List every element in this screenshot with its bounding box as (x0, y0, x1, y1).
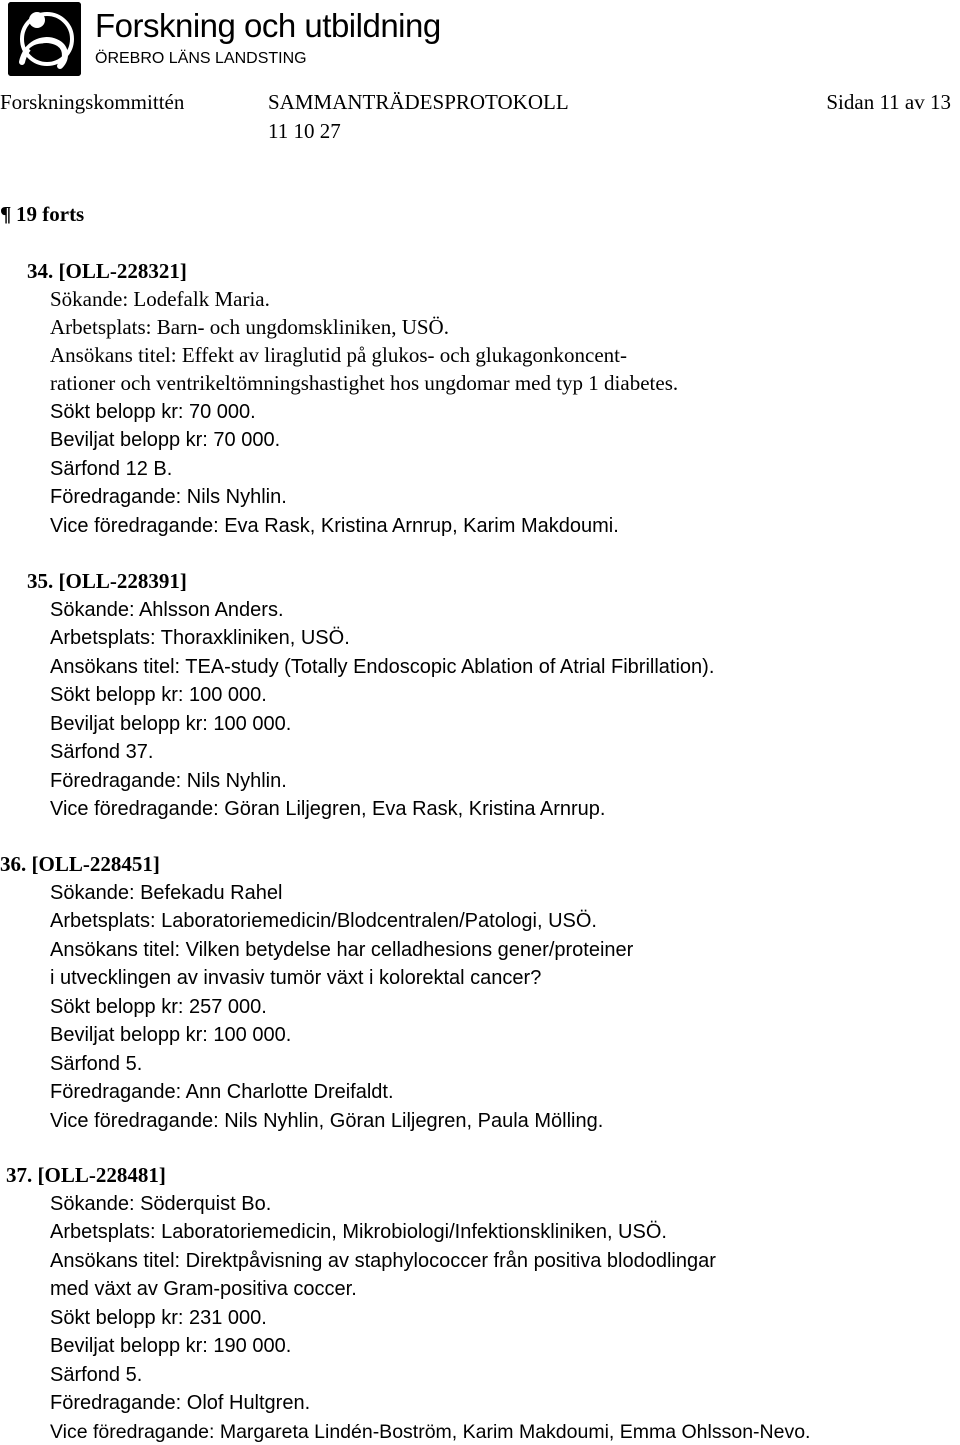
item-line: Sökande: Söderquist Bo. (50, 1193, 272, 1215)
item-line: Vice föredragande: Eva Rask, Kristina Arnrup, Karim Makdoumi. (50, 515, 619, 537)
item-line: Vice föredragande: Nils Nyhlin, Göran Liljegren, Paula Mölling. (50, 1110, 604, 1132)
item-line: Vice föredragande: Göran Liljegren, Eva Rask, Kristina Arnrup. (50, 798, 606, 820)
item-title: 36. [OLL-228451] (0, 852, 160, 876)
section-title: 19 forts (16, 202, 85, 226)
item-line: Beviljat belopp kr: 100 000. (50, 1024, 292, 1046)
page-number: Sidan 11 av 13 (826, 90, 951, 114)
item-line: Beviljat belopp kr: 190 000. (50, 1335, 292, 1357)
item-line: i utvecklingen av invasiv tumör växt i kolorektal cancer? (50, 967, 542, 989)
paragraph-mark: ¶ (0, 202, 12, 226)
item-line: Beviljat belopp kr: 70 000. (50, 429, 281, 451)
item-title: 37. [OLL-228481] (6, 1163, 166, 1187)
item-line: Vice föredragande: Margareta Lindén-Boström, Karim Makdoumi, Emma Ohlsson-Nevo. (50, 1421, 811, 1443)
item-line: Arbetsplats: Thoraxkliniken, USÖ. (50, 627, 350, 649)
item-line: rationer och ventrikeltömningshastighet hos ungdomar med typ 1 diabetes. (50, 371, 679, 395)
item-line: Sökande: Ahlsson Anders. (50, 599, 284, 621)
item-line: Sökande: Lodefalk Maria. (50, 287, 270, 311)
item-line: Särfond 5. (50, 1053, 143, 1075)
item-line: Sökande: Befekadu Rahel (50, 882, 283, 904)
org-subtitle: ÖREBRO LÄNS LANDSTING (95, 50, 307, 67)
letterhead (8, 2, 441, 78)
item-line: Föredragande: Olof Hultgren. (50, 1392, 311, 1414)
item-line: Sökt belopp kr: 100 000. (50, 684, 267, 706)
item-line: med växt av Gram-positiva coccer. (50, 1278, 357, 1300)
item-line: Ansökans titel: Direktpåvisning av staphylococcer från positiva blododlingar (50, 1250, 716, 1272)
landsting-logo-icon (8, 2, 81, 76)
item-line: Beviljat belopp kr: 100 000. (50, 713, 292, 735)
item-line: Föredragande: Ann Charlotte Dreifaldt. (50, 1081, 394, 1103)
item-line: Särfond 37. (50, 741, 154, 763)
item-line: Sökt belopp kr: 231 000. (50, 1307, 267, 1329)
item-line: Arbetsplats: Laboratoriemedicin, Mikrobiologi/Infektionskliniken, USÖ. (50, 1221, 667, 1243)
item-line: Ansökans titel: TEA-study (Totally Endoscopic Ablation of Atrial Fibrillation). (50, 656, 715, 678)
item-line: Sökt belopp kr: 257 000. (50, 996, 267, 1018)
item-line: Särfond 5. (50, 1364, 143, 1386)
item-line: Särfond 12 B. (50, 458, 173, 480)
section-heading (0, 201, 84, 227)
item-line: Arbetsplats: Barn- och ungdomskliniken, USÖ. (50, 315, 449, 339)
item-line: Föredragande: Nils Nyhlin. (50, 770, 287, 792)
item-line: Ansökans titel: Vilken betydelse har celladhesions gener/proteiner (50, 939, 634, 961)
item-line: Sökt belopp kr: 70 000. (50, 401, 256, 423)
item-title: 34. [OLL-228321] (27, 259, 187, 283)
item-line: Arbetsplats: Laboratoriemedicin/Blodcentralen/Patologi, USÖ. (50, 910, 597, 932)
item-title: 35. [OLL-228391] (27, 569, 187, 593)
protocol-title: SAMMANTRÄDESPROTOKOLL (268, 90, 569, 114)
org-text-block (95, 2, 441, 69)
org-name: Forskning och utbildning (95, 7, 441, 44)
committee-name: Forskningskommittén (0, 90, 185, 114)
meeting-date: 11 10 27 (268, 119, 341, 143)
item-line: Föredragande: Nils Nyhlin. (50, 486, 287, 508)
item-line: Ansökans titel: Effekt av liraglutid på glukos- och glukagonkoncent- (50, 343, 627, 367)
